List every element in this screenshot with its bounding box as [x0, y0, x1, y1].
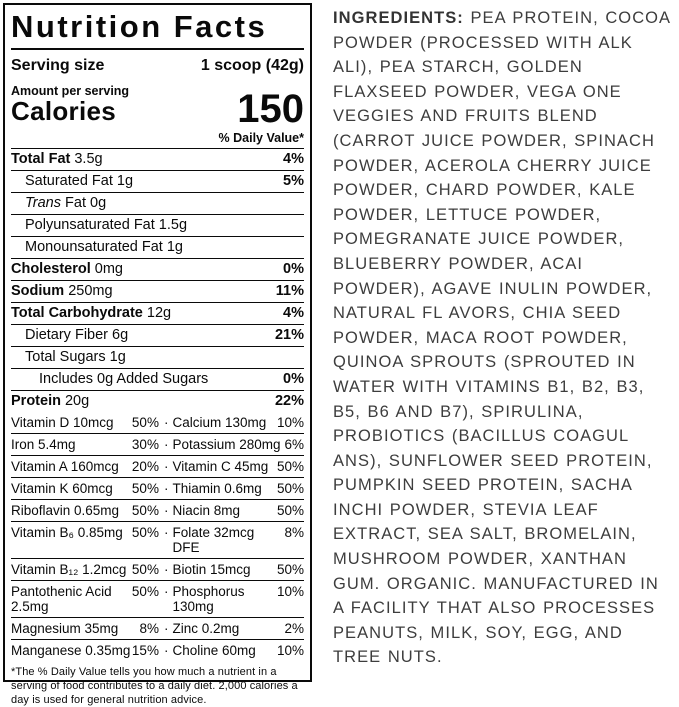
micro-left-name: Vitamin K 60mcg [11, 480, 113, 496]
micro-right-daily-value: 50% [276, 502, 304, 518]
nutrient-row [11, 324, 304, 346]
micro-left-pair [11, 459, 159, 474]
micro-left-daily-value: 50% [131, 502, 159, 518]
nutrient-daily-value: 21% [274, 327, 304, 344]
nutrient-row [11, 236, 304, 258]
micro-right-name: Vitamin C 45mg [172, 458, 269, 474]
micro-right-pair [172, 459, 304, 474]
micro-left-pair [11, 621, 159, 636]
nutrient-name: Monounsaturated Fat 1g [25, 239, 183, 256]
nutrient-name: Polyunsaturated Fat 1.5g [25, 217, 188, 234]
serving-size-label: Serving size [11, 57, 105, 75]
micro-left-name: Vitamin B₁₂ 1.2mcg [11, 561, 127, 577]
micro-left-daily-value: 50% [131, 524, 159, 540]
amount-per-serving-label: Amount per serving [11, 84, 130, 99]
daily-value-footnote: *The % Daily Value tells you how much a nutrient in a serving of food contributes to a daily diet. 2,000 calories a day is used for general nutrition advice. [11, 665, 298, 706]
nutrient-row [11, 258, 304, 280]
nutrient-name: Protein 20g [11, 393, 90, 410]
bullet-separator: · [163, 458, 169, 474]
micro-left-pair [11, 437, 159, 452]
micro-left-name: Vitamin A 160mcg [11, 458, 119, 474]
micronutrient-row [11, 617, 304, 639]
ingredients-text [333, 6, 673, 670]
nutrient-daily-value: 22% [274, 393, 304, 410]
nutrient-name-bold: Sodium [11, 283, 65, 300]
nutrient-row [11, 368, 304, 390]
nutrient-name: Total Sugars 1g [25, 349, 126, 366]
micro-left-daily-value: 50% [131, 414, 159, 430]
nutrient-row [11, 192, 304, 214]
micro-right-daily-value: 10% [276, 414, 304, 430]
micro-right-name: Calcium 130mg [172, 414, 267, 430]
bullet-separator: · [163, 502, 169, 518]
nutrient-name: Cholesterol 0mg [11, 261, 124, 278]
micro-left-name: Vitamin D 10mcg [11, 414, 114, 430]
micro-right-pair [172, 621, 304, 636]
nutrient-name: Dietary Fiber 6g [25, 327, 129, 344]
micro-left-daily-value: 50% [131, 561, 159, 577]
nutrient-row [11, 390, 304, 412]
bullet-separator: · [163, 436, 169, 452]
micro-right-daily-value: 10% [276, 642, 304, 658]
calories-block [11, 81, 304, 131]
nutrient-name: Trans Fat 0g [25, 195, 107, 212]
micro-right-daily-value: 8% [284, 524, 304, 540]
micro-right-name: Choline 60mg [172, 642, 256, 658]
nutrient-name-bold: Protein [11, 393, 61, 410]
micro-left-daily-value: 50% [131, 480, 159, 496]
micronutrient-row [11, 433, 304, 455]
nutrient-row [11, 302, 304, 324]
nutrient-daily-value: 5% [283, 173, 304, 190]
micro-right-daily-value: 2% [284, 620, 304, 636]
bullet-separator: · [163, 583, 169, 599]
bullet-separator: · [163, 480, 169, 496]
bullet-separator: · [163, 642, 169, 658]
micro-left-pair [11, 584, 159, 614]
calories-labels [11, 84, 129, 126]
micro-left-daily-value: 20% [131, 458, 159, 474]
serving-size-row [11, 50, 304, 81]
nutrient-name-bold: Total Carbohydrate [11, 305, 143, 322]
micro-right-name: Potassium 280mg [172, 436, 281, 452]
micro-right-name: Zinc 0.2mg [172, 620, 240, 636]
micronutrient-row [11, 499, 304, 521]
micro-right-pair [172, 437, 304, 452]
nutrient-row [11, 170, 304, 192]
calories-label: Calories [11, 96, 117, 127]
micro-left-name: Pantothenic Acid 2.5mg [11, 583, 112, 614]
ingredients-heading: INGREDIENTS: [333, 9, 464, 27]
micro-right-pair [172, 525, 304, 555]
nutrient-name: Sodium 250mg [11, 283, 113, 300]
nutrition-facts-panel [3, 3, 312, 706]
micronutrient-row [11, 477, 304, 499]
bullet-separator: · [163, 620, 169, 636]
micronutrient-row [11, 412, 304, 433]
nutrient-row [11, 346, 304, 368]
micro-left-name: Vitamin B₆ 0.85mg [11, 524, 123, 540]
nutrient-table [11, 149, 304, 412]
nutrient-name-bold: Total Fat [11, 151, 71, 168]
serving-size-value: 1 scoop (42g) [200, 57, 304, 75]
nutrient-row [11, 149, 304, 170]
nutrient-daily-value: 0% [283, 371, 304, 388]
nutrient-row [11, 280, 304, 302]
bullet-separator: · [163, 524, 169, 540]
micro-right-daily-value: 6% [284, 436, 304, 452]
nutrient-daily-value: 4% [283, 151, 304, 168]
nutrient-daily-value: 4% [283, 305, 304, 322]
daily-value-header: % Daily Value* [11, 127, 304, 149]
micronutrient-table [11, 412, 304, 661]
micro-right-daily-value: 50% [276, 561, 304, 577]
nutrient-daily-value: 11% [275, 283, 304, 300]
micronutrient-row [11, 521, 304, 558]
micro-left-pair [11, 481, 159, 496]
micronutrient-row [11, 455, 304, 477]
micro-right-pair [172, 503, 304, 518]
micro-right-name: Phosphorus 130mg [172, 583, 245, 614]
micro-right-name: Biotin 15mcg [172, 561, 251, 577]
micro-left-name: Manganese 0.35mg [11, 642, 131, 658]
nutrient-name: Total Carbohydrate 12g [11, 305, 172, 322]
micro-right-daily-value: 50% [276, 458, 304, 474]
calories-value: 150 [237, 86, 304, 131]
micro-right-daily-value: 50% [276, 480, 304, 496]
micro-right-pair [172, 481, 304, 496]
bullet-separator: · [163, 414, 169, 430]
micro-right-pair [172, 415, 304, 430]
nutrient-name-bold: Cholesterol [11, 261, 91, 278]
micronutrient-row [11, 558, 304, 580]
nutrient-name: Saturated Fat 1g [25, 173, 134, 190]
micro-left-pair [11, 503, 159, 518]
ingredients-section [312, 0, 679, 684]
micro-right-pair [172, 562, 304, 577]
micronutrient-row [11, 580, 304, 617]
ingredients-body: PEA PROTEIN, COCOA POWDER (PROCESSED WITH ALK ALI), PEA STARCH, GOLDEN FLAXSEED POWDER, VEGA ONE VEGGIES AND FRUITS BLEND (CARROT JUICE POWDER, SPINACH POWDER, ACEROLA CHERRY JUICE POWDER, CHARD POWDER, KALE POWDER, LETTUCE POWDER, POMEGRANATE JUICE POWDER, BLUEBERRY POWDER, ACAI POWDER), AGAVE INULIN POWDER, NATURAL FL AVORS, CHIA SEED POWDER, MACA ROOT POWDER, QUINOA SPROUTS (SPROUTED IN WATER WITH VITAMINS B1, B2, B3, B5, B6 AND B7), SPIRULINA, PROBIOTICS (BACILLUS COAGUL ANS), SUNFLOWER SEED PROTEIN, PUMPKIN SEED PROTEIN, SACHA INCHI POWDER, STEVIA LEAF EXTRACT, SEA SALT, BROMELAIN, MUSHROOM POWDER, XANTHAN GUM. ORGANIC. MANUFACTURED IN A FACILITY THAT ALSO PROCESSES PEANUTS, MILK, SOY, EGG, AND TREE NUTS. [333, 9, 671, 667]
micro-left-pair [11, 643, 159, 658]
nutrient-name: Total Fat 3.5g [11, 151, 103, 168]
nutrient-name-italic: Trans [25, 195, 61, 212]
micro-right-name: Thiamin 0.6mg [172, 480, 262, 496]
micro-right-pair [172, 643, 304, 658]
micro-left-pair [11, 525, 159, 540]
nutrient-name: Includes 0g Added Sugars [39, 371, 209, 388]
micro-left-pair [11, 562, 159, 577]
micro-left-daily-value: 30% [131, 436, 159, 452]
micro-right-name: Folate 32mcg DFE [172, 524, 255, 555]
micro-right-name: Niacin 8mg [172, 502, 240, 518]
bullet-separator: · [163, 561, 169, 577]
micro-left-daily-value: 50% [131, 583, 159, 599]
micro-right-daily-value: 10% [276, 583, 304, 599]
micro-left-name: Magnesium 35mg [11, 620, 119, 636]
nutrition-facts-title: Nutrition Facts [11, 9, 304, 50]
micro-left-daily-value: 15% [131, 642, 159, 658]
micro-left-daily-value: 8% [139, 620, 159, 636]
micronutrient-row [11, 639, 304, 661]
micro-left-name: Iron 5.4mg [11, 436, 76, 452]
micro-left-name: Riboflavin 0.65mg [11, 502, 120, 518]
nutrient-daily-value: 0% [283, 261, 304, 278]
micro-right-pair [172, 584, 304, 614]
micro-left-pair [11, 415, 159, 430]
nutrient-row [11, 214, 304, 236]
